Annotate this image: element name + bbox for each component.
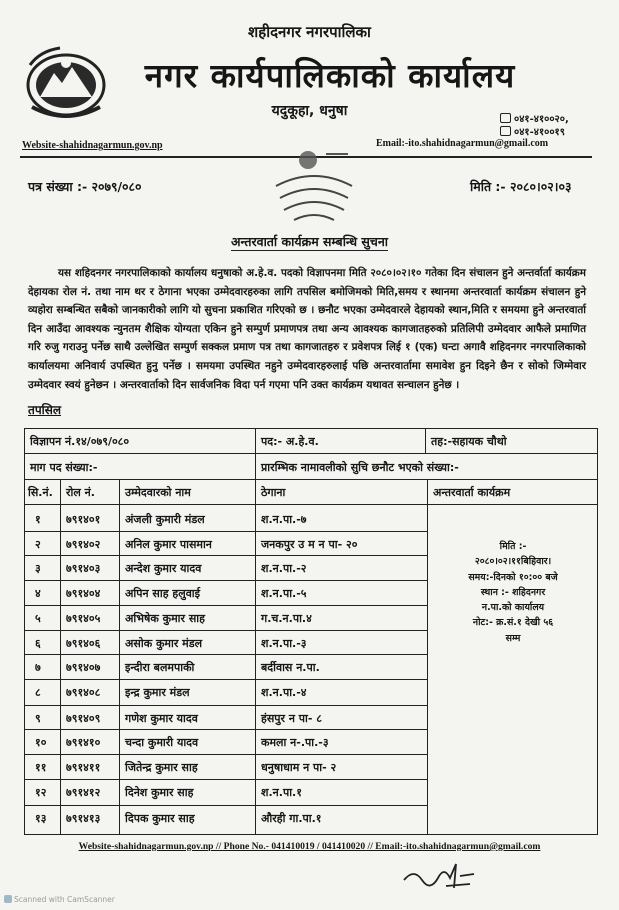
row-address: श.न.पा.-४ [261,686,307,699]
row-roll: ७९१४०८ [66,686,101,699]
table-rule [255,429,256,453]
row-roll: ७९१४०२ [66,538,101,551]
office-title: नगर कार्यपालिकाको कार्यालय [144,56,516,95]
phone-number-1-text: ०४१-४१००२०, [514,114,569,125]
post-name: पद:- अ.हे.व. [261,435,319,448]
row-sn: १० [35,736,47,749]
row-address: कमला न-.पा.-३ [261,736,329,749]
ad-number: विज्ञापन नं.१४/०७९/०८० [30,435,130,448]
row-roll: ७९१४०५ [66,612,101,625]
notice-subject [0,233,619,250]
table-rule [25,555,427,556]
row-name: अन्देश कुमार यादव [125,562,202,575]
row-roll: ७९१४०४ [66,587,101,600]
org-name: शहीदनगर नगरपालिका [248,23,371,41]
row-address: श.न.पा.-७ [261,513,307,526]
row-sn: ३ [35,562,41,575]
row-address: जनकपुर उ म न पा- २० [261,538,358,551]
table-rule [25,679,427,680]
row-name: अंजली कुमारी मंडल [125,513,205,526]
schedule-heading: तपसिल [28,403,62,417]
row-roll: ७९१४०१ [66,513,101,526]
table-rule [25,754,427,755]
interview-info-line: सम्म [505,632,521,644]
row-address: श.न.पा.१ [261,786,302,799]
post-level: तह:-सहायक चौथो [431,435,507,448]
table-rule [25,805,427,806]
row-name: चन्दा कुमारी यादव [125,736,199,749]
table-rule [60,479,61,835]
row-sn: ४ [35,587,41,600]
table-rule [119,479,120,835]
email-link[interactable]: Email:-ito.shahidnagarmun@gmail.com [376,138,549,149]
row-sn: ६ [35,637,41,650]
row-sn: १३ [35,812,47,825]
row-address: औरही गा.पा.१ [261,812,322,825]
header-address: ठेगाना [261,486,286,499]
table-rule [25,479,597,480]
row-address: ग.च.न.पा.४ [261,612,312,625]
row-name: इन्दीरा बलमपाकी [125,661,195,674]
row-address: हंसपुर न पा- ८ [261,712,322,725]
office-location: यदुकूहा, धनुषा [271,103,348,119]
footer-contact: Website-shahidnagarmun.gov.np // Phone No.- 041410019 / 041410020 // Email:-ito.shahidnagarmun@gmail.com [78,841,541,852]
camscanner-icon [4,895,12,903]
row-name: दिपक कुमार साह [125,812,195,825]
row-roll: ७९१४११ [66,761,101,774]
row-address: धनुषाधाम न पा- २ [261,761,337,774]
candidate-table [24,428,598,835]
row-name: गणेश कुमार यादव [125,712,198,725]
row-sn: ९ [35,712,41,725]
table-rule [25,779,427,780]
table-rule [25,531,427,532]
table-rule [25,453,597,454]
header-roll: रोल नं. [66,486,95,499]
scanner-watermark [4,895,115,904]
row-name: अपिन साह हलुवाई [125,587,201,600]
stamp-seal [268,146,360,228]
table-rule [25,580,427,581]
scanner-watermark-text: Scanned with CamScanner [14,895,115,904]
letter-date: मिति :- २०८०।०२।०३ [470,179,572,194]
interview-info-line: समय:-दिनको १०:०० बजे [468,571,558,583]
row-roll: ७९१४०७ [66,661,101,674]
header-sn: सि.नं. [28,486,53,499]
phone-number-2 [500,124,565,138]
row-sn: २ [35,538,41,551]
row-roll: ७९१४०३ [66,562,101,575]
website-link[interactable]: Website-shahidnagarmun.gov.np [22,140,163,151]
phone-number-2-text: ०४१-४१००१९ [514,127,565,138]
reference-number: पत्र संख्या :- २०७९/०८० [28,179,142,194]
row-roll: ७९१४१२ [66,786,101,799]
phone-icon [500,113,511,123]
row-roll: ७९१४१३ [66,812,101,825]
row-address: श.न.पा.-३ [261,637,307,650]
row-name: अभिषेक कुमार साह [125,612,205,625]
interview-info-line: २०८०।०२।११बिहिवार। [474,556,552,568]
interview-info-line: न.पा.को कार्यालय [481,602,545,614]
table-rule [25,630,427,631]
table-rule [25,705,427,706]
table-rule [255,479,256,835]
interview-info-line: नोट:- क्र.सं.१ देखी ५६ [472,617,554,629]
notice-body: यस शहिदनगर नगरपालिकाको कार्यालय धनुषाको अ.हे.व. पदको विज्ञापनमा मिति २०८०।०२।१० गतेका दिन संचालन हुने अन्तर्वार्ता कार्यक्रम देहायका रोल नं. तथा नाम थर र ठेगाना भएका उम्मेदवारहरुका लागि तपसिल बमोजिमको मिति,समय र स्थानमा अन्तरवार्ता कार्यक्रम संचालन हुने व्यहोरा सम्बन्धित सबैको जानकारीको लागि यो सुचना प्रकाशित गरिएको छ । छनौट भएका उम्मेदवारले देहायको स्थान,मिति र समयमा हुने अन्तरवार्ता दिन आउँदा आवश्यक न्युनतम शैक्षिक योग्यता एकिन हुने सम्पुर्ण प्रमाणपत्र तथा अन्य आवश्यक कागजातहरुको प्रतिलिपी उम्मेदवार आफैले प्रमाणित गरि रुजु गराउनु पर्नेछ साथै उल्लेखित सम्पुर्ण सक्कल प्रमाण पत्र तथा कागजातहरु र प्रवेशपत्र लिई १ (एक) घन्टा अगावै शहिदनगर नगरपालिकाको कार्यालयमा अनिवार्य उपस्थित हुनु पर्नेछ । समयमा उपस्थित नहुने उम्मेदवारहरुलाई पछि अन्तरवार्तामा समावेश हुन दिइने छैन र सोको जिम्मेवार उम्मेदवार स्वयं हुनेछन । अन्तरवार्ताको दिन सार्वजनिक विदा पर्न गएमा पनि उक्त कार्यक्रम यथावत सन्चालन हुनेछ । [28,267,586,391]
table-rule [427,479,428,835]
table-rule [25,654,427,655]
row-address: श.न.पा.-५ [261,587,307,600]
row-sn: ११ [35,761,47,774]
interview-info-line: मिति :- [499,541,527,552]
table-rule [255,453,256,479]
header-name: उम्मेदवारको नाम [125,486,191,499]
row-roll: ७९१४१० [66,736,101,749]
row-sn: १२ [35,786,47,799]
table-rule [25,605,427,606]
demand-count: माग पद संख्या:- [30,461,98,474]
shortlist-count: प्रारम्भिक नामावलीको सुचि छनौट भएको संख्या:- [261,461,459,474]
row-sn: ५ [35,612,41,625]
row-sn: ८ [35,686,41,699]
row-name: दिनेश कुमार साह [125,786,194,799]
row-name: इन्द्र कुमार मंडल [125,686,190,699]
row-name: असोक कुमार मंडल [125,637,203,650]
phone-number-1 [500,111,569,125]
row-name: जितेन्द्र कुमार साह [125,761,198,774]
header-interview: अन्तरवार्ता कार्यक्रम [433,486,511,499]
table-rule [25,504,597,505]
row-name: अनिल कुमार पासमान [125,538,212,551]
row-address: बर्दीवास न.पा. [261,661,320,674]
table-rule [25,729,427,730]
table-rule [425,429,426,453]
notice-subject-text: अन्तरवार्ता कार्यक्रम सम्बन्धि सुचना [230,234,388,249]
row-sn: १ [35,513,41,526]
row-sn: ७ [35,661,41,674]
row-roll: ७९१४०६ [66,637,101,650]
interview-info-line: स्थान :- शहिदनगर [480,586,546,598]
row-roll: ७९१४०९ [66,712,101,725]
interview-schedule [429,539,597,646]
signature [400,858,480,894]
row-address: श.न.पा.-२ [261,562,307,575]
phone-icon [500,126,511,136]
